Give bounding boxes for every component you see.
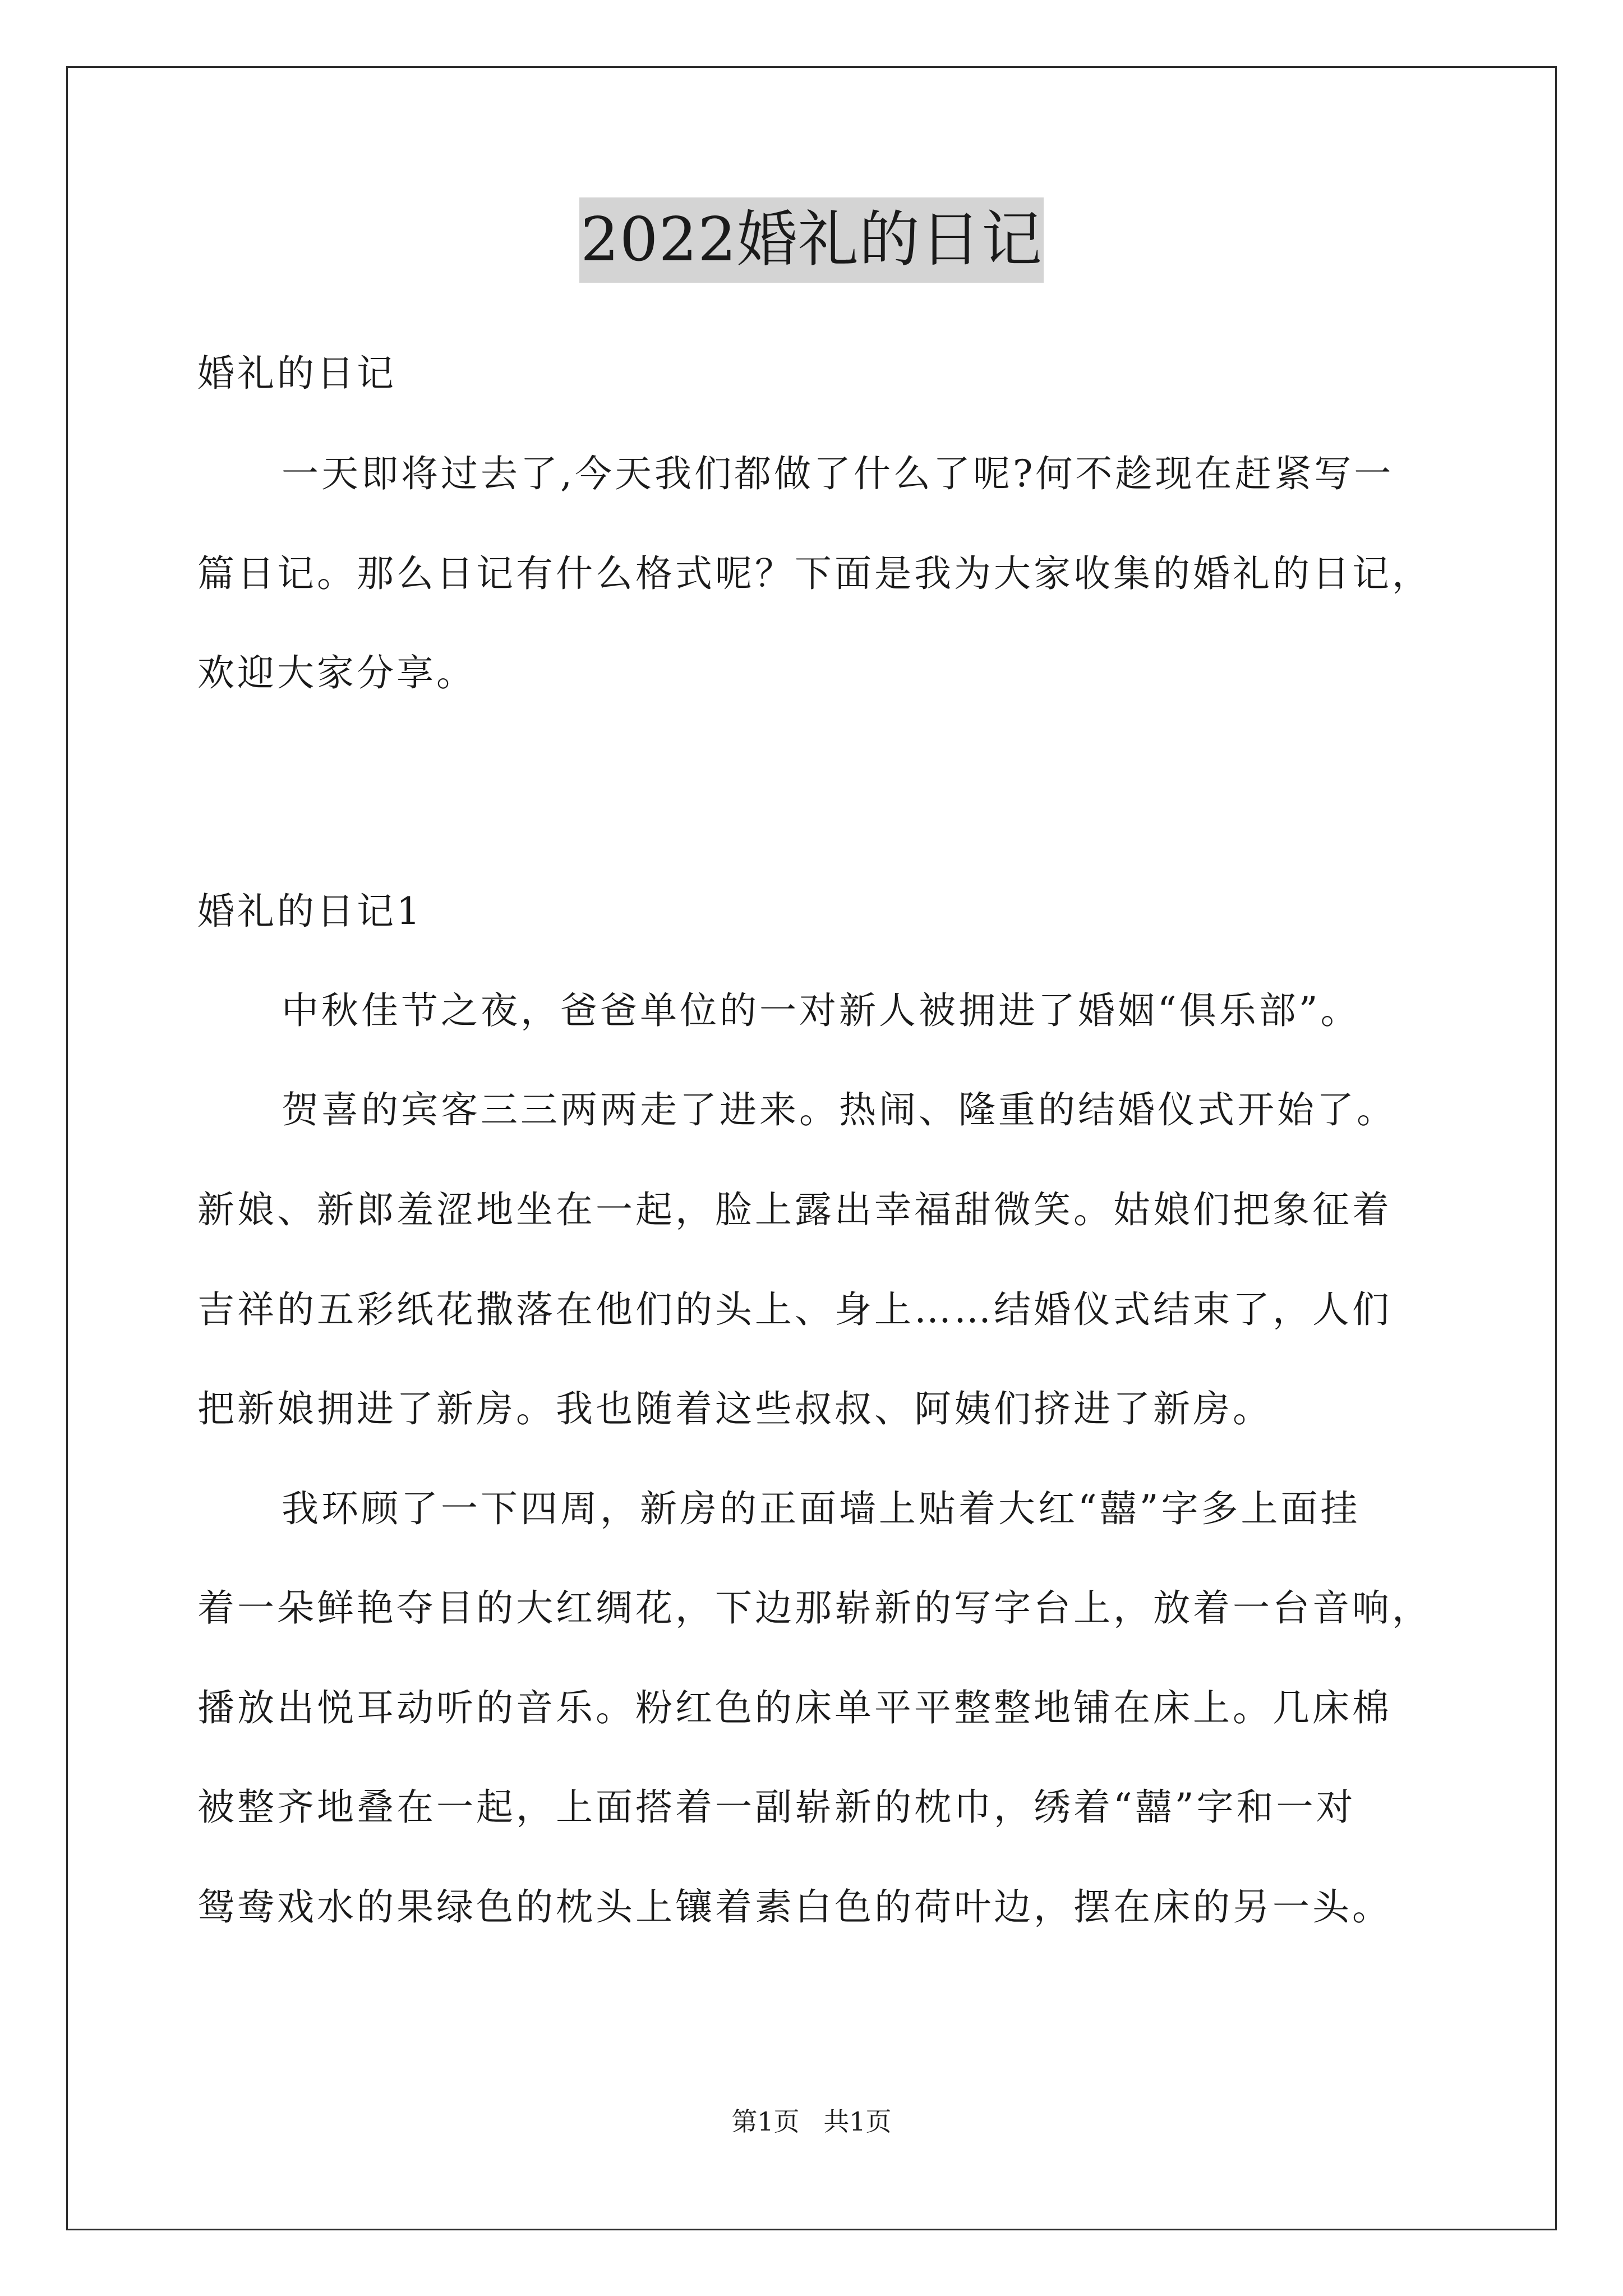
page-number: 第1页 <box>731 2106 800 2137</box>
paragraph-line: 被整齐地叠在一起，上面搭着一副崭新的枕巾，绣着“囍”字和一对 <box>197 1786 1356 1829</box>
title-container <box>0 197 1623 283</box>
paragraph-line: 我环顾了一下四周，新房的正面墙上贴着大红“囍”字多上面挂 <box>282 1487 1361 1530</box>
section-heading: 婚礼的日记1 <box>197 890 423 933</box>
paragraph-line: 吉祥的五彩纸花撒落在他们的头上、身上……结婚仪式结束了，人们 <box>197 1288 1392 1331</box>
page-footer <box>0 2105 1623 2138</box>
paragraph-line: 把新娘拥进了新房。我也随着这些叔叔、阿姨们挤进了新房。 <box>197 1387 1272 1430</box>
paragraph-line: 新娘、新郎羞涩地坐在一起，脸上露出幸福甜微笑。姑娘们把象征着 <box>197 1188 1392 1231</box>
paragraph-line: 一天即将过去了,今天我们都做了什么了呢?何不趁现在赶紧写一 <box>282 452 1394 495</box>
page-total: 共1页 <box>823 2106 892 2137</box>
section-heading: 婚礼的日记 <box>197 352 396 395</box>
paragraph-line: 欢迎大家分享。 <box>197 651 476 694</box>
paragraph-line: 中秋佳节之夜，爸爸单位的一对新人被拥进了婚姻“俱乐部”。 <box>282 989 1361 1032</box>
paragraph-line: 篇日记。那么日记有什么格式呢？下面是我为大家收集的婚礼的日记， <box>197 552 1432 595</box>
document-title: 2022婚礼的日记 <box>579 197 1044 283</box>
paragraph-line: 播放出悦耳动听的音乐。粉红色的床单平平整整地铺在床上。几床棉 <box>197 1686 1392 1729</box>
paragraph-line: 贺喜的宾客三三两两走了进来。热闹、隆重的结婚仪式开始了。 <box>282 1088 1396 1131</box>
paragraph-line: 着一朵鲜艳夺目的大红绸花，下边那崭新的写字台上，放着一台音响， <box>197 1586 1432 1630</box>
paragraph-line: 鸳鸯戏水的果绿色的枕头上镶着素白色的荷叶边，摆在床的另一头。 <box>197 1885 1392 1929</box>
